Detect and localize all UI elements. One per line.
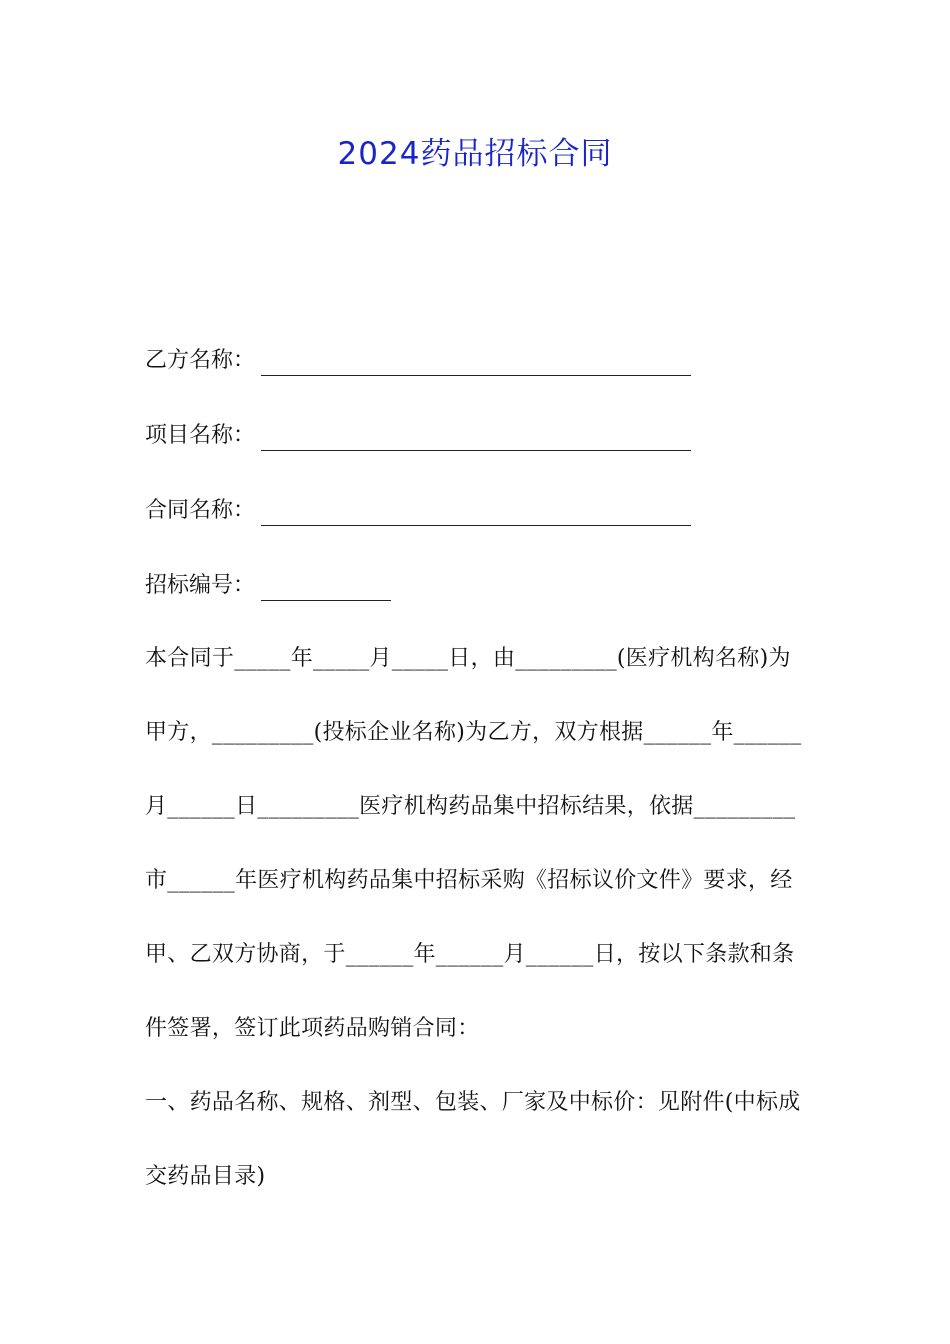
field-contract-name [145,496,691,526]
field-tender-number [145,571,391,601]
fill-in-blank[interactable] [261,426,691,451]
field-label: 乙方名称： [145,348,256,373]
field-label: 合同名称： [145,498,256,523]
fill-in-blank[interactable] [261,351,691,376]
field-party-b-name [145,346,691,376]
field-label: 项目名称： [145,423,256,448]
fill-in-blank[interactable] [261,501,691,526]
paragraph-clause-1: 一、药品名称、规格、剂型、包装、厂家及中标价：见附件(中标成交药品目录) [145,1090,801,1189]
fill-in-blank[interactable] [261,576,391,601]
document-title: 2024药品招标合同 [337,136,613,172]
field-project-name [145,421,691,451]
paragraph-preamble: 本合同于_____年_____月_____日，由_________(医疗机构名称)为甲方，_________(投标企业名称)为乙方，双方根据______年______月______日_________医疗机构药品集中招标结果，依据_________市______年医疗机构药品集中招标采购《招标议价文件》要求，经甲、乙双方协商，于______年______月______日，按以下条款和条件签署，签订此项药品购销合同： [145,646,802,1041]
field-label: 招标编号： [145,573,256,598]
contract-body [145,622,810,1214]
